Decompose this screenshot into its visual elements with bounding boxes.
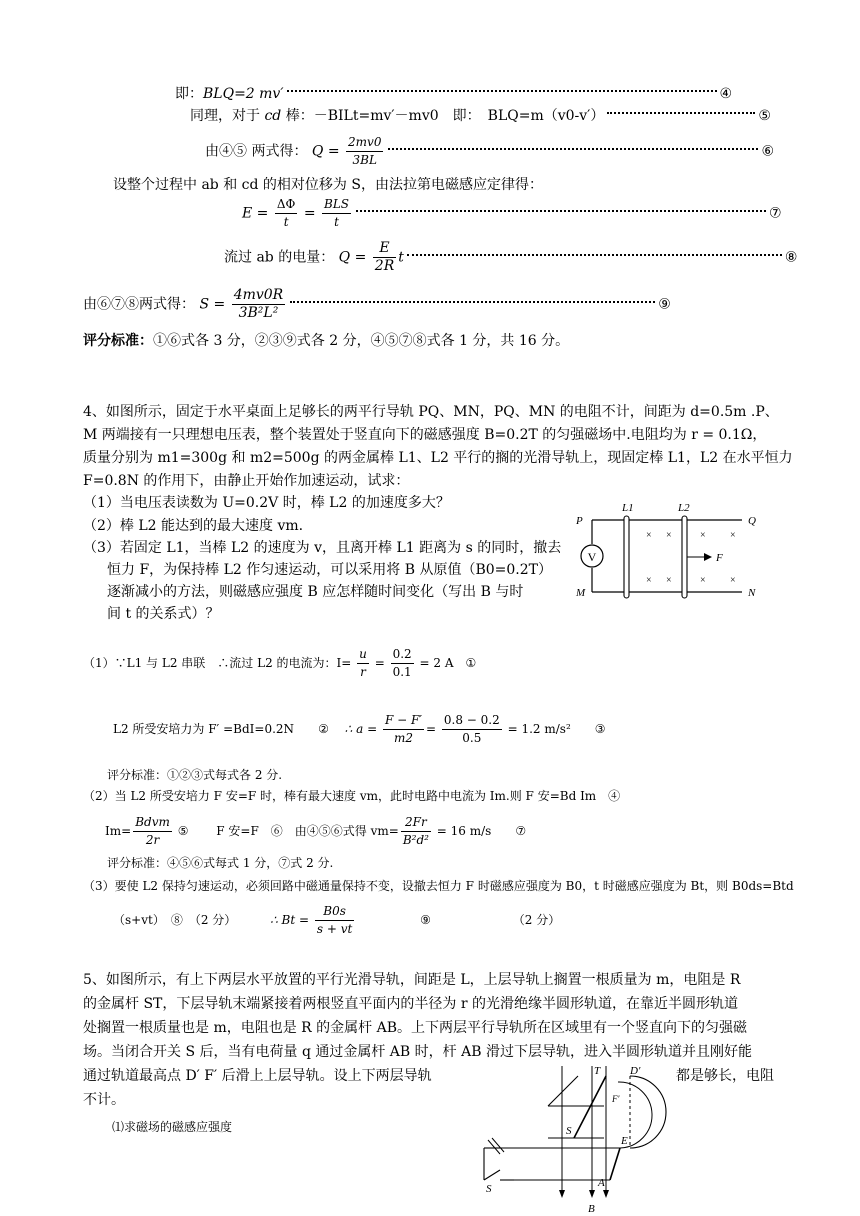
problem4-line-1: 4、如图所示，固定于水平桌面上足够长的两平行导轨 PQ、MN，PQ、MN 的电阻不计，间距为 d=0.5m .P、 [83,404,779,420]
solution-line-1 [83,646,476,681]
problem5-line-3: 处搁置一根质量也是 m，电阻也是 R 的金属杆 AB。上下两层平行导轨所在区域里有一个竖直向下的匀强磁 [83,1020,748,1036]
line-prefix: 流过 ab 的电量： [224,249,335,266]
equation-lhs: ∴ a = [344,722,378,736]
equation: 棒：－BILt=mv′－mv0 即： [285,108,474,124]
fraction [275,196,298,231]
fraction [232,287,286,322]
force-label: F [716,552,723,564]
fraction [357,646,369,681]
fraction [401,814,431,849]
rod-st [574,1076,606,1138]
numerator: 2mv0 [348,135,382,149]
dot-leader [407,254,782,256]
numerator: 4mv0R [233,287,284,303]
denominator: t [283,215,289,229]
denominator: r [360,665,366,679]
denominator: t [334,215,339,229]
semicircle-rail-diagram [470,1062,680,1214]
label-l2: L2 [678,502,690,514]
eq-number: ⑦ [515,824,527,838]
equation-lhs: E = [242,205,269,222]
result: = 2 A [419,656,454,670]
problem4-line-4: F=0.8N 的作用下，由静止开始作加速运动，试求： [83,473,410,489]
problem5-line-1: 5、如图所示，有上下两层水平放置的平行光滑导轨，间距是 L，上层导轨上搁置一根质量为 m，电阻是 R [83,972,741,988]
solution-text: F 安=F ⑥ 由④⑤⑥式得 vm= [216,824,399,838]
scoring-line [83,331,569,351]
eq-line-5 [190,106,771,126]
eq-number: ③ [594,722,606,736]
denominator: 3BL [352,153,377,167]
solution-line-5: （3）要使 L2 保持匀速运动，必须回路中磁通量保持不变，设撤去恒力 F 时磁感应强度为 B0，t 时磁感应强度为 Bt，则 B0ds=Btd [83,879,794,893]
label-l1: L1 [622,502,634,514]
solution-line-6 [113,903,560,938]
numerator: B0s [323,904,346,918]
switch-icon [484,1170,500,1180]
eq-number: ⑥ [761,143,775,160]
equals: = [303,205,316,222]
dot-leader [388,148,758,150]
equation: BLQ=2 mv′ [203,86,284,102]
solution-text: L2 所受安培力为 F′ =BdI=0.2N [113,722,295,736]
eq-number: ② [318,722,329,736]
solution-line-3: （2）当 L2 所受安培力 F 安=F 时，棒有最大速度 vm，此时电路中电流为 Im.则 F 安=Bd Im ④ [83,789,621,803]
denominator: 2R [374,258,395,274]
equation-lhs: Q = [311,143,340,160]
field-mark: × [666,530,672,541]
problem5-line-2: 的金属杆 ST，下层导轨末端紧接着两根竖直平面内的半径为 r 的光滑绝缘半圆形轨道，在靠近半圆形轨道 [83,996,738,1012]
label-p: P [576,515,583,527]
numerator: BLS [324,197,350,211]
field-mark: × [730,530,736,541]
numerator: 0.8 − 0.2 [442,712,502,730]
problem5-line-5a: 通过轨道最高点 D′ F′ 后滑上上层导轨。设上下两层导轨 [83,1068,432,1084]
denominator: 0.1 [392,665,412,679]
numerator: E [379,240,390,256]
denominator: 2r [145,833,160,847]
label-m: M [576,587,586,599]
field-mark: × [700,575,706,586]
solution-text: （s+vt） ⑧ （2 分） [113,913,231,927]
label-d: D′ [630,1065,641,1077]
denominator: 3B²L² [238,305,279,321]
denominator: B²d² [402,833,429,847]
problem4-line-2: M 两端接有一只理想电压表，整个装置处于竖直向下的磁感强度 B=0.2T 的匀强磁场中.电阻均为 r = 0.1Ω， [83,427,767,443]
label-n: N [748,587,756,599]
equation-2: BLQ=m（v0-v′） [487,108,605,124]
score-line-1: 评分标准：①②③式每式各 2 分. [107,768,283,782]
numerator: 0.2 [391,646,414,664]
problem5-line-6: 不计。 [83,1092,125,1108]
eq-line-9 [83,287,671,322]
label-s-rod: S [566,1125,572,1137]
question-3-line-1: （3）若固定 L1，当棒 L2 的速度为 v，且离开棒 L1 距离为 s 的同时，撤去 [83,540,562,556]
eq-number: ⑦ [769,205,782,222]
eq-number: ① [465,656,477,670]
question-2: （2）棒 L2 能达到的最大速度 vm. [83,518,304,534]
line-prefix: 由⑥⑦⑧两式得： [83,296,195,313]
fraction [346,134,383,169]
line-prefix: 即： [175,86,203,102]
label-switch-s: S [486,1183,492,1195]
field-mark: × [700,530,706,541]
fraction [391,646,414,681]
label-a: A [598,1177,605,1189]
problem4-line-3: 质量分别为 m1=300g 和 m2=500g 的两金属棒 L1、L2 平行的搁的光滑导轨上，现固定棒 L1，L2 在水平恒力 [83,450,793,466]
eq-line-8 [224,240,797,275]
fraction [442,712,502,747]
field-mark: × [646,575,652,586]
cd-label: cd [264,108,282,124]
line-prefix: 同理，对于 [190,108,260,124]
field-mark: × [666,575,672,586]
solution-line-4 [105,814,526,849]
result: = 1.2 m/s² [507,722,571,736]
battery-icon [488,1140,500,1154]
equation-lhs: ∴ Bt = [270,913,310,927]
eq-number: ⑨ [658,296,671,313]
eq-number: ⑤ [177,824,189,838]
fraction [373,240,396,275]
equals: = [374,656,385,670]
question-3-line-2: 恒力 F，为保持棒 L2 作匀速运动，可以采用将 B 从原值（B0=0.2T） [107,562,552,578]
fraction [133,814,172,849]
numerator: ΔΦ [275,196,298,214]
label-e: E [621,1135,628,1147]
question-3-line-4: 间 t 的关系式）？ [107,606,220,622]
score-line-2: 评分标准：④⑤⑥式每式 1 分，⑦式 2 分. [107,856,334,870]
field-mark: × [730,575,736,586]
equation-lhs: Q = [338,249,367,266]
denominator: m2 [393,731,413,745]
eq-number: ⑧ [784,249,798,266]
rod-l2 [682,516,687,598]
numerator: Bdvm [135,815,170,829]
dot-leader [287,90,717,92]
eq-line-4 [175,84,732,104]
voltmeter-label: V [587,550,597,564]
dot-leader [356,210,766,212]
label-b: B [588,1203,595,1214]
label-t: T [594,1065,601,1077]
rod-ab [610,1148,620,1180]
eq-line-6 [205,134,774,169]
solution-text: （1）∵L1 与 L2 串联 ∴流过 L2 的电流为：I= [83,656,352,670]
dot-leader [607,112,755,114]
score-label: 评分标准： [83,333,153,349]
dot-leader [290,301,655,303]
text-line: 设整个过程中 ab 和 cd 的相对位移为 S，由法拉第电磁感应定律得： [113,177,543,193]
equation-lhs: S = [199,296,226,313]
score-text: ①⑥式各 3 分，②③⑨式各 2 分，④⑤⑦⑧式各 1 分，共 16 分。 [153,333,570,349]
problem5-line-5b: 都是够长，电阻 [676,1068,774,1084]
rod-l1 [624,516,629,598]
denominator: 0.5 [462,731,482,745]
fraction [315,903,354,938]
label-q: Q [748,515,756,527]
eq-number: ④ [719,86,733,102]
question-3-line-3: 逐渐减小的方法，则磁感应强度 B 应怎样随时间变化（写出 B 与时 [107,584,524,600]
line-prefix: 由④⑤ 两式得： [205,143,308,160]
equation-lhs: Im= [105,824,132,838]
points: （2 分） [518,913,561,927]
fraction [322,196,351,231]
equation-tail: t [398,249,404,266]
rail-circuit-diagram [570,500,770,605]
numerator: F − F′ [384,713,423,727]
label-f: F′ [612,1094,620,1104]
fraction [383,712,424,747]
eq-number: ⑤ [758,108,771,124]
problem5-line-4: 场。当闭合开关 S 后，当有电荷量 q 通过金属杆 AB 时，杆 AB 滑过下层导轨，进入半圆形轨道并且刚好能 [83,1044,752,1060]
numerator: 2Fr [405,815,427,829]
field-mark: × [646,530,652,541]
numerator: u [359,647,367,661]
question-1: （1）当电压表读数为 U=0.2V 时，棒 L2 的加速度多大？ [83,495,450,511]
problem5-question-1: ⑴求磁场的磁感应强度 [112,1120,233,1134]
solution-line-2: L2 所受安培力为 F′ =BdI=0.2N ② ∴ a = $\frac{F - F'}{m2}$ = $\frac{0.8 - 0.2}{0.5}$ = 1.2 m/s² ③ [113,713,606,745]
result: = 16 m/s [436,824,492,838]
eq-line-7 [242,196,782,231]
eq-number: ⑨ [420,913,431,927]
denominator: s + vt [316,922,353,936]
